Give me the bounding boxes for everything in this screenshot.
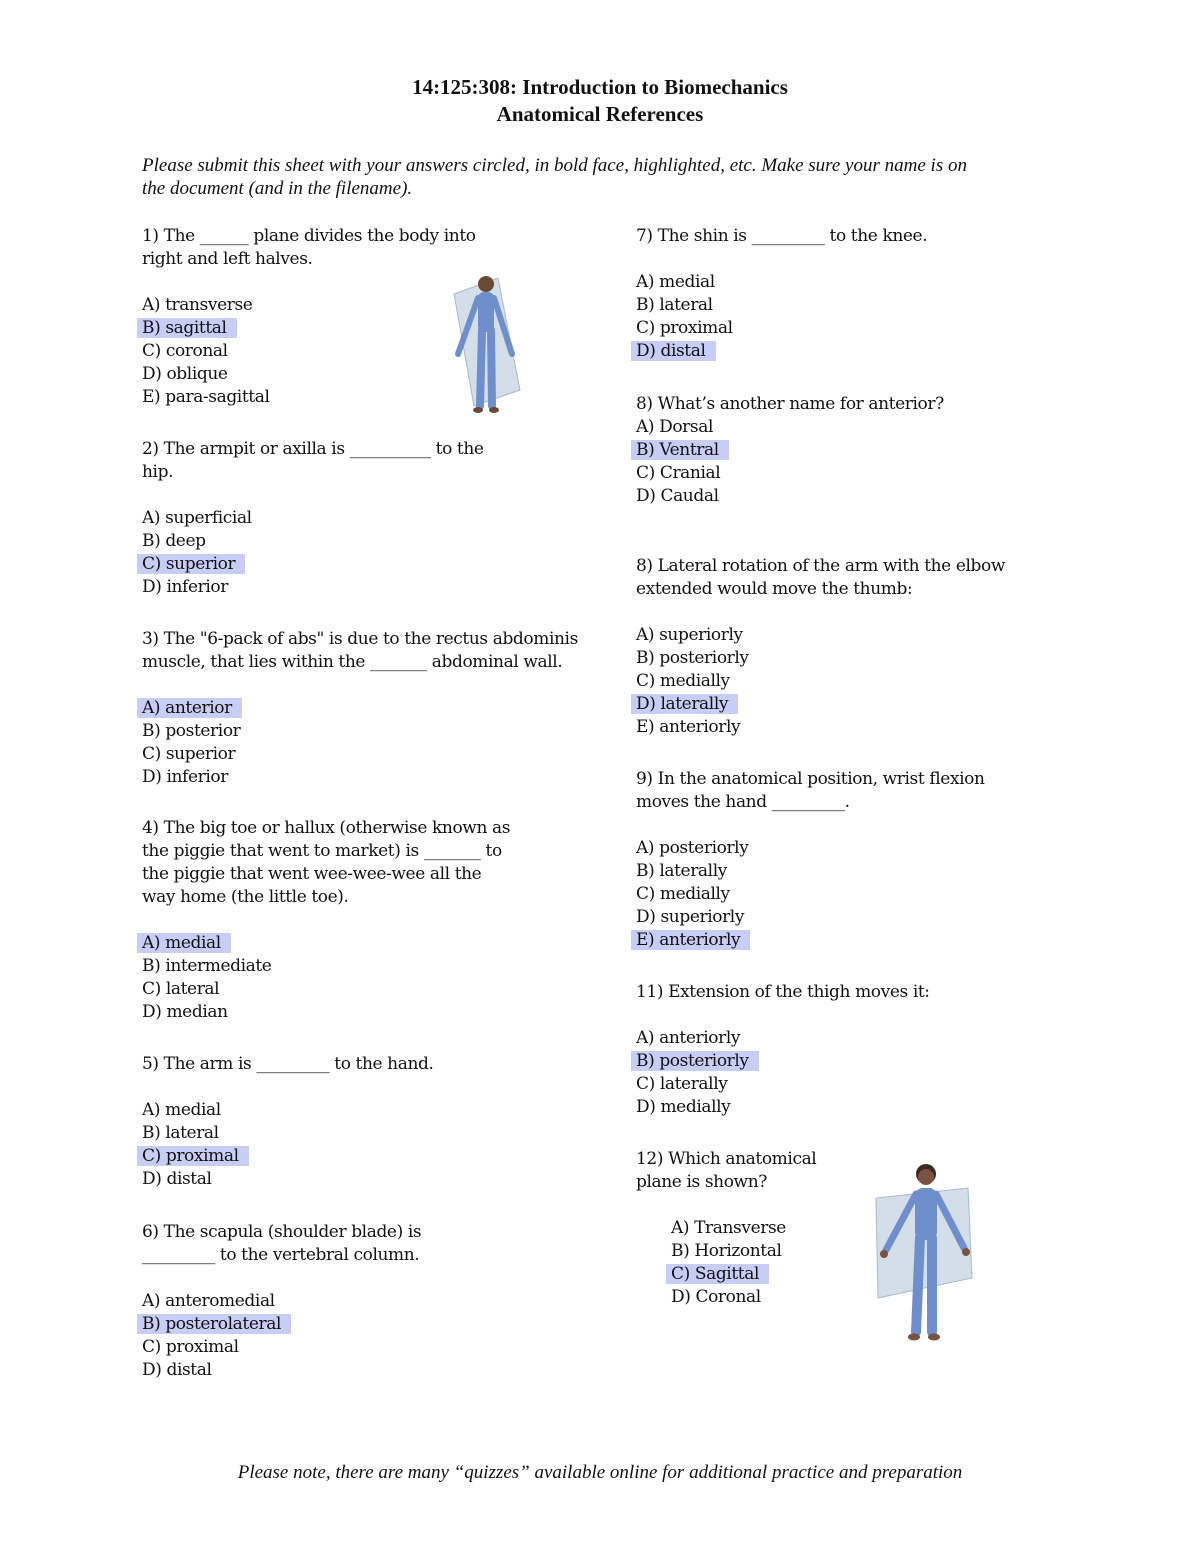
question-8b-option-d-selected[interactable]: D) laterally [631, 694, 738, 714]
course-title: 14:125:308: Introduction to Biomechanics [412, 75, 788, 99]
question-3-option-d[interactable]: D) inferior [142, 767, 228, 787]
question-6-stem-line-1: 6) The scapula (shoulder blade) is [142, 1222, 422, 1242]
question-11-stem-line-1: 11) Extension of the thigh moves it: [636, 982, 930, 1002]
question-8a-option-d[interactable]: D) Caudal [636, 486, 719, 506]
question-5-option-d[interactable]: D) distal [142, 1169, 212, 1189]
question-9-stem-line-1: 9) In the anatomical position, wrist flexion [636, 769, 985, 789]
question-8b-option-a[interactable]: A) superiorly [636, 625, 743, 645]
question-8b-stem-line-2: extended would move the thumb: [636, 579, 913, 599]
question-2-stem-line-1: 2) The armpit or axilla is __________ to the [142, 439, 484, 459]
question-7-option-d-selected[interactable]: D) distal [631, 341, 716, 361]
question-6-option-b-selected[interactable]: B) posterolateral [137, 1314, 291, 1334]
question-8a [636, 393, 944, 508]
question-7 [636, 225, 927, 363]
question-8b-option-b[interactable]: B) posteriorly [636, 648, 749, 668]
question-5 [142, 1053, 434, 1191]
question-2-option-d[interactable]: D) inferior [142, 577, 228, 597]
question-8b-option-e[interactable]: E) anteriorly [636, 717, 741, 737]
question-11-option-d[interactable]: D) medially [636, 1097, 731, 1117]
question-12-option-d[interactable]: D) Coronal [671, 1287, 761, 1307]
question-7-option-a[interactable]: A) medial [636, 272, 715, 292]
question-11-option-a[interactable]: A) anteriorly [636, 1028, 741, 1048]
footer-note: Please note, there are many “quizzes” available online for additional practice and preparation [237, 1462, 963, 1483]
question-1-option-e[interactable]: E) para-sagittal [142, 387, 270, 407]
question-4-stem-line-2: the piggie that went to market) is _______ to [142, 841, 502, 861]
question-2-option-c-selected[interactable]: C) superior [137, 554, 245, 574]
question-7-option-b[interactable]: B) lateral [636, 295, 713, 315]
question-12 [636, 1148, 816, 1309]
instructions-line-1: Please submit this sheet with your answers circled, in bold face, highlighted, etc. Make sure your name is on [142, 155, 967, 176]
question-6-option-a[interactable]: A) anteromedial [142, 1291, 275, 1311]
question-9-option-d[interactable]: D) superiorly [636, 907, 745, 927]
question-3-stem-line-1: 3) The "6-pack of abs" is due to the rectus abdominis [142, 629, 578, 649]
sagittal-plane-figure-icon [446, 272, 526, 418]
question-4 [142, 817, 510, 1024]
question-12-option-a[interactable]: A) Transverse [671, 1218, 786, 1238]
question-11-option-c[interactable]: C) laterally [636, 1074, 728, 1094]
question-6-option-c[interactable]: C) proximal [142, 1337, 239, 1357]
question-5-stem-line-1: 5) The arm is _________ to the hand. [142, 1054, 434, 1074]
question-2 [142, 438, 484, 599]
question-9-option-a[interactable]: A) posteriorly [636, 838, 749, 858]
question-9-stem-line-2: moves the hand _________. [636, 792, 850, 812]
question-5-option-b[interactable]: B) lateral [142, 1123, 219, 1143]
question-4-stem-line-3: the piggie that went wee-wee-wee all the [142, 864, 482, 884]
question-3-option-c[interactable]: C) superior [142, 744, 236, 764]
question-7-stem-line-1: 7) The shin is _________ to the knee. [636, 226, 928, 246]
question-9-option-e-selected[interactable]: E) anteriorly [631, 930, 750, 950]
question-2-option-a[interactable]: A) superficial [142, 508, 252, 528]
question-3 [142, 628, 578, 789]
question-7-option-c[interactable]: C) proximal [636, 318, 733, 338]
question-4-option-b[interactable]: B) intermediate [142, 956, 272, 976]
question-12-stem-line-2: plane is shown? [636, 1172, 767, 1192]
question-5-option-c-selected[interactable]: C) proximal [137, 1146, 249, 1166]
question-2-stem-line-2: hip. [142, 462, 174, 482]
question-9 [636, 768, 985, 952]
question-12-option-b[interactable]: B) Horizontal [671, 1241, 782, 1261]
question-3-option-b[interactable]: B) posterior [142, 721, 241, 741]
question-6 [142, 1221, 421, 1382]
question-4-stem-line-1: 4) The big toe or hallux (otherwise known as [142, 818, 511, 838]
question-8a-option-a[interactable]: A) Dorsal [636, 417, 714, 437]
question-6-stem-line-2: _________ to the vertebral column. [142, 1245, 420, 1265]
question-1-option-d[interactable]: D) oblique [142, 364, 228, 384]
question-1-option-a[interactable]: A) transverse [142, 295, 253, 315]
question-4-option-d[interactable]: D) median [142, 1002, 228, 1022]
question-8a-option-c[interactable]: C) Cranial [636, 463, 721, 483]
question-8a-option-b-selected[interactable]: B) Ventral [631, 440, 729, 460]
question-4-option-c[interactable]: C) lateral [142, 979, 220, 999]
question-5-option-a[interactable]: A) medial [142, 1100, 221, 1120]
instructions-line-2: the document (and in the filename). [142, 178, 413, 199]
question-1-stem-line-2: right and left halves. [142, 249, 313, 269]
question-6-option-d[interactable]: D) distal [142, 1360, 212, 1380]
coronal-plane-figure-icon [868, 1160, 978, 1344]
question-11 [636, 981, 930, 1119]
question-8b [636, 555, 1005, 739]
question-8b-stem-line-1: 8) Lateral rotation of the arm with the elbow [636, 556, 1005, 576]
question-4-option-a-selected[interactable]: A) medial [137, 933, 231, 953]
question-9-option-c[interactable]: C) medially [636, 884, 730, 904]
question-8a-stem-line-1: 8) What’s another name for anterior? [636, 394, 944, 414]
question-1-option-b-selected[interactable]: B) sagittal [137, 318, 237, 338]
question-1 [142, 225, 476, 409]
question-1-option-c[interactable]: C) coronal [142, 341, 228, 361]
instructions [142, 154, 1062, 200]
page-subtitle: Anatomical References [496, 102, 704, 126]
question-3-option-a-selected[interactable]: A) anterior [137, 698, 242, 718]
question-8b-option-c[interactable]: C) medially [636, 671, 730, 691]
question-12-option-c-selected[interactable]: C) Sagittal [666, 1264, 769, 1284]
question-2-option-b[interactable]: B) deep [142, 531, 206, 551]
question-4-stem-line-4: way home (the little toe). [142, 887, 349, 907]
question-11-option-b-selected[interactable]: B) posteriorly [631, 1051, 759, 1071]
question-1-stem-line-1: 1) The ______ plane divides the body into [142, 226, 476, 246]
question-9-option-b[interactable]: B) laterally [636, 861, 727, 881]
question-12-stem-line-1: 12) Which anatomical [636, 1149, 817, 1169]
question-3-stem-line-2: muscle, that lies within the _______ abdominal wall. [142, 652, 563, 672]
